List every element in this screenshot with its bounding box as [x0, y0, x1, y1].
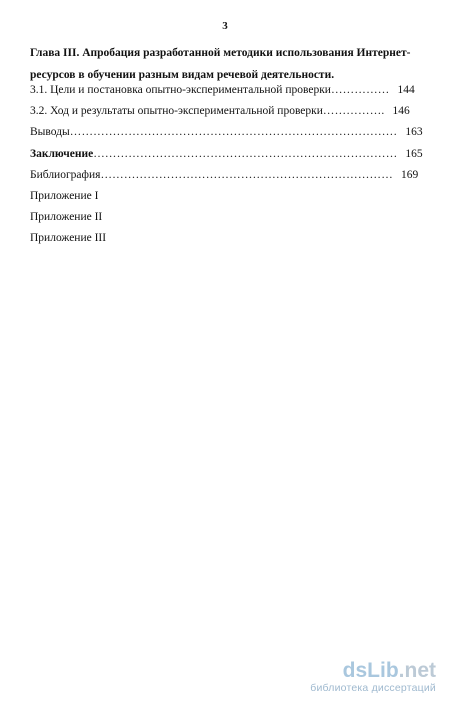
- toc-entry-label: 3.2. Ход и результаты опытно-экспериментальной проверки: [30, 105, 323, 117]
- toc-page-number: 169: [400, 169, 419, 181]
- page-number: 3: [222, 20, 228, 32]
- toc-entry-label: Библиография: [30, 169, 101, 181]
- watermark-logo: dsLib.net: [342, 659, 436, 682]
- toc-entry-bibliography: [30, 168, 418, 182]
- chapter-heading-line-1: Глава III. Апробация разработанной методики использования Интернет-: [30, 47, 411, 59]
- toc-entry-label: Выводы: [30, 126, 70, 138]
- toc-page-number: 163: [405, 126, 423, 138]
- toc-entry-label: Приложение I: [30, 190, 99, 202]
- toc-leader: …………………………………………………………………………: [69, 126, 398, 138]
- chapter-heading-line-2: ресурсов в обучении разным видам речевой деятельности.: [30, 69, 335, 81]
- toc-entry-final-conclusion: [30, 147, 423, 161]
- toc-entry-appendix-1: [30, 189, 98, 203]
- watermark-tagline: библиотека диссертаций: [310, 682, 436, 694]
- chapter-heading: [30, 42, 425, 86]
- toc-entry-label: Приложение III: [30, 232, 107, 244]
- toc-leader: ……………………………………………………………………: [93, 148, 398, 160]
- toc-entry-appendix-2: [30, 210, 102, 224]
- toc-entry-label: Заключение: [30, 148, 94, 160]
- dslib-watermark: [310, 660, 436, 694]
- toc-entry-label: Приложение II: [30, 211, 103, 223]
- toc-entry-3-2: [30, 104, 410, 118]
- toc-leader: …………….: [322, 105, 385, 117]
- toc-leader: …………………………………………………………………: [100, 169, 393, 181]
- toc-entry-3-1: [30, 83, 415, 97]
- toc-entry-label: 3.1. Цели и постановка опытно-экспериментальной проверки: [30, 84, 331, 96]
- toc-page-number: 146: [392, 105, 410, 117]
- toc-entry-appendix-3: [30, 231, 106, 245]
- toc-page-number: 144: [397, 84, 415, 96]
- toc-page-number: 165: [405, 148, 423, 160]
- toc-entry-conclusions: [30, 125, 423, 139]
- toc-leader: ……………: [330, 84, 390, 96]
